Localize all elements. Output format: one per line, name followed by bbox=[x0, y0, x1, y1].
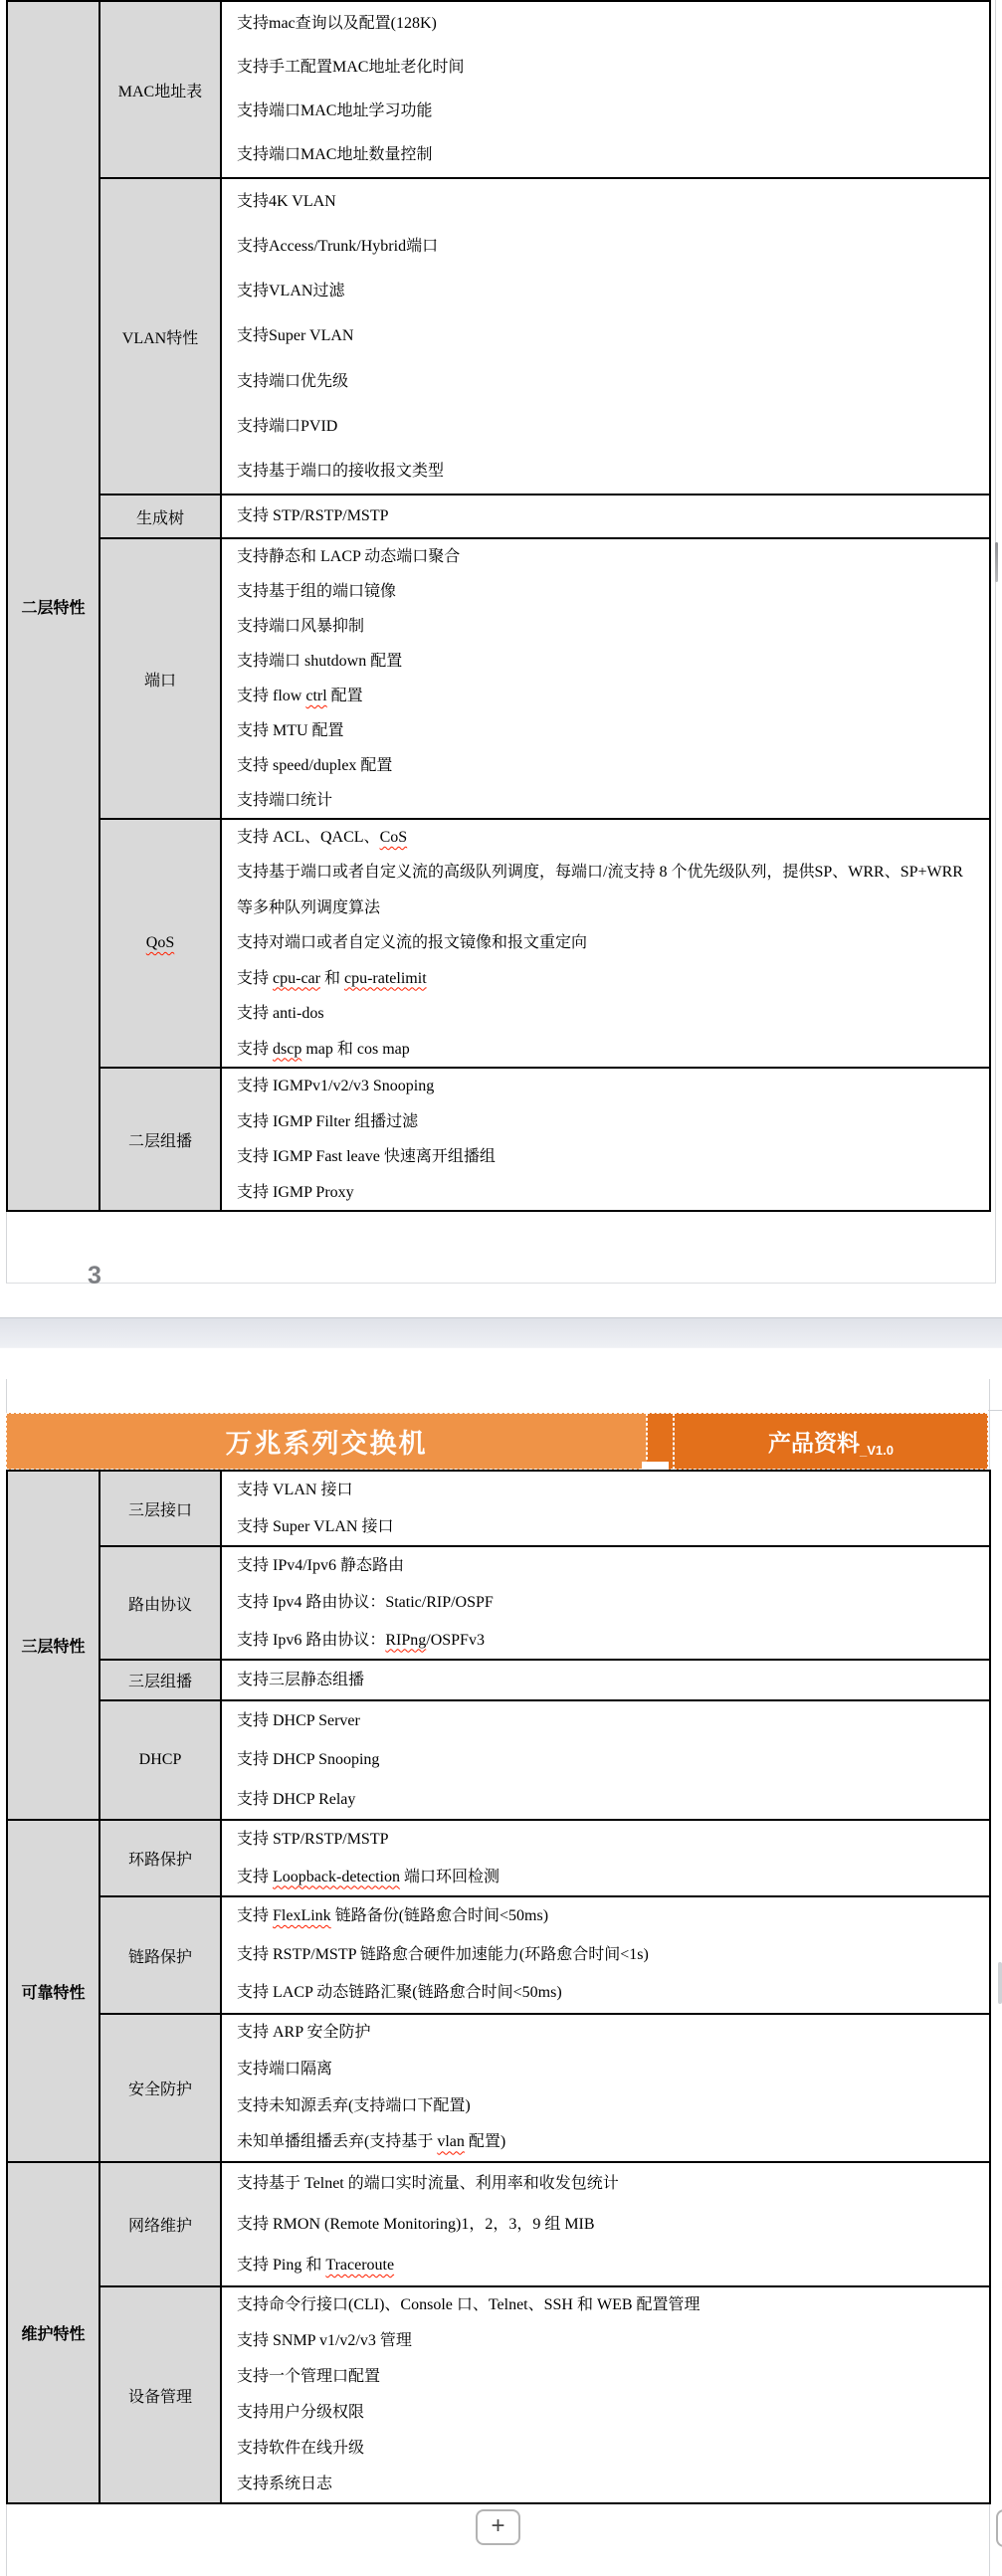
feature-item bbox=[237, 783, 977, 818]
text-segment: 支持端口隔离 bbox=[237, 2060, 333, 2078]
feature-item bbox=[237, 2431, 977, 2467]
feature-item bbox=[237, 1139, 977, 1175]
text-segment: 支持 DHCP Snooping bbox=[237, 1751, 380, 1769]
text-segment: 配置) bbox=[464, 2133, 506, 2151]
text-segment: 支持一个管理口配置 bbox=[237, 2368, 381, 2385]
text-segment: 支持端口 shutdown 配置 bbox=[237, 653, 403, 670]
text-segment: 支持 bbox=[237, 1040, 274, 1058]
text-segment: 链路保护 bbox=[127, 1948, 192, 1966]
feature-item bbox=[237, 748, 977, 783]
text-segment: 支持 bbox=[237, 969, 274, 987]
text-segment: 支持手工配置MAC地址老化时间 bbox=[237, 59, 465, 76]
feature-content-cell bbox=[221, 1, 990, 178]
feature-item bbox=[237, 359, 977, 404]
spellcheck-flagged-word: RIPng bbox=[385, 1631, 427, 1649]
layer2-spec-table bbox=[6, 0, 991, 1212]
banner-doc-type bbox=[674, 1413, 988, 1470]
text-segment: 支持 bbox=[237, 1868, 274, 1885]
feature-content-cell bbox=[221, 538, 990, 819]
feature-item bbox=[237, 820, 977, 855]
text-segment: /OSPFv3 bbox=[426, 1631, 485, 1649]
text-segment: 支持 IGMP Proxy bbox=[237, 1183, 354, 1201]
feature-item bbox=[237, 404, 977, 449]
feature-label-cell bbox=[100, 1896, 221, 2014]
feature-content-cell bbox=[221, 178, 990, 495]
text-segment: MAC地址表 bbox=[117, 83, 203, 100]
table-row bbox=[7, 1, 990, 178]
feature-content-cell bbox=[221, 2162, 990, 2286]
text-segment: 支持端口风暴抑制 bbox=[237, 618, 365, 635]
text-segment: 支持 MTU 配置 bbox=[237, 722, 344, 739]
feature-label-cell bbox=[100, 178, 221, 495]
table-row bbox=[7, 819, 990, 1068]
text-segment: 支持软件在线升级 bbox=[237, 2440, 365, 2457]
feature-item bbox=[237, 539, 977, 574]
feature-item bbox=[237, 996, 977, 1031]
text-segment: 路由协议 bbox=[127, 1596, 192, 1614]
spellcheck-flagged-word: QoS bbox=[145, 934, 175, 951]
category-cell bbox=[7, 1, 100, 1211]
feature-item bbox=[237, 574, 977, 609]
spellcheck-flagged-word: ctrl bbox=[305, 688, 327, 704]
feature-item bbox=[237, 1104, 977, 1140]
text-segment: 支持VLAN过滤 bbox=[237, 283, 345, 300]
feature-item bbox=[237, 1859, 977, 1896]
page-number: 3 bbox=[88, 1262, 101, 1289]
text-segment: DHCP bbox=[138, 1751, 182, 1768]
feature-label-cell bbox=[100, 2286, 221, 2503]
feature-item bbox=[237, 2359, 977, 2395]
text-segment: 支持 anti-dos bbox=[237, 1005, 324, 1023]
feature-item bbox=[237, 2088, 977, 2125]
feature-content-cell bbox=[221, 1820, 990, 1896]
text-segment: 支持端口PVID bbox=[237, 417, 338, 435]
category-label: 三层特性 bbox=[21, 1639, 86, 1656]
add-page-button[interactable]: + bbox=[476, 2509, 520, 2545]
feature-label-cell bbox=[100, 1700, 221, 1820]
feature-label-cell bbox=[100, 819, 221, 1068]
feature-label-cell bbox=[100, 1546, 221, 1660]
feature-label-cell bbox=[100, 1471, 221, 1546]
text-segment: 支持 Ping 和 bbox=[237, 2257, 326, 2274]
text-segment: 链路备份(链路愈合时间<50ms) bbox=[330, 1907, 549, 1925]
feature-label-cell bbox=[100, 2014, 221, 2162]
feature-label-cell bbox=[100, 1820, 221, 1896]
text-segment: 未知单播组播丢弃(支持基于 bbox=[237, 2133, 438, 2151]
feature-item bbox=[237, 495, 977, 537]
feature-item bbox=[237, 2287, 977, 2323]
text-segment: 支持端口统计 bbox=[237, 792, 333, 809]
text-segment: 支持 VLAN 接口 bbox=[237, 1482, 353, 1498]
category-cell bbox=[7, 1471, 100, 1820]
feature-content-cell bbox=[221, 1660, 990, 1700]
text-segment: 支持基于组的端口镜像 bbox=[237, 583, 397, 600]
text-segment: 支持 RMON (Remote Monitoring)1，2，3，9 组 MIB bbox=[237, 2216, 595, 2233]
feature-item bbox=[237, 2015, 977, 2052]
feature-label-cell bbox=[100, 1, 221, 178]
feature-item bbox=[237, 925, 977, 960]
text-segment: 支持端口MAC地址数量控制 bbox=[237, 146, 433, 163]
text-segment: 支持 bbox=[237, 1907, 274, 1925]
text-segment: 支持命令行接口(CLI)、Console 口、Telnet、SSH 和 WEB 配置管理 bbox=[237, 2296, 701, 2313]
text-segment: VLAN特性 bbox=[121, 329, 199, 347]
feature-item bbox=[237, 1974, 977, 2013]
feature-item bbox=[237, 313, 977, 358]
feature-content-cell bbox=[221, 1471, 990, 1546]
feature-item bbox=[237, 1701, 977, 1740]
banner-product-title: 万兆系列交换机 bbox=[6, 1413, 647, 1470]
text-segment: 支持 IGMP Filter 组播过滤 bbox=[237, 1112, 419, 1130]
text-segment: 支持 DHCP Server bbox=[237, 1712, 360, 1729]
banner-doc-type-label: 产品资料 bbox=[768, 1430, 860, 1456]
feature-item bbox=[237, 1780, 977, 1819]
feature-item bbox=[237, 269, 977, 313]
table-row bbox=[7, 2014, 990, 2162]
spellcheck-flagged-word: Loopback-detection bbox=[273, 1868, 400, 1885]
text-segment: 支持 IPv4/Ipv6 静态路由 bbox=[237, 1557, 405, 1574]
feature-item bbox=[237, 1032, 977, 1067]
layer3-spec-table bbox=[6, 1470, 991, 2504]
text-segment: 支持 DHCP Relay bbox=[237, 1790, 356, 1808]
table-row bbox=[7, 1471, 990, 1546]
feature-item bbox=[237, 1472, 977, 1508]
text-segment: 支持静态和 LACP 动态端口聚合 bbox=[237, 548, 461, 565]
text-segment: 支持用户分级权限 bbox=[237, 2404, 365, 2421]
text-segment: 支持 Super VLAN 接口 bbox=[237, 1518, 394, 1535]
feature-item bbox=[237, 1936, 977, 1975]
text-segment: 支持 STP/RSTP/MSTP bbox=[237, 1831, 389, 1848]
text-segment: 支持 ACL、QACL、 bbox=[237, 829, 380, 847]
table-row bbox=[7, 2162, 990, 2286]
table-row bbox=[7, 178, 990, 495]
spellcheck-flagged-word: Traceroute bbox=[325, 2257, 395, 2274]
text-segment: 支持 speed/duplex 配置 bbox=[237, 757, 393, 774]
feature-item bbox=[237, 644, 977, 679]
page-separator bbox=[0, 1317, 1002, 1348]
table-row bbox=[7, 2286, 990, 2503]
text-segment: 端口 bbox=[143, 672, 176, 690]
table-row bbox=[7, 1660, 990, 1700]
feature-item bbox=[237, 1622, 977, 1659]
spellcheck-flagged-word: cpu-car bbox=[273, 969, 320, 987]
text-segment: 二层组播 bbox=[127, 1132, 192, 1150]
spellcheck-flagged-word: CoS bbox=[379, 829, 408, 847]
feature-item bbox=[237, 961, 977, 996]
text-segment: 支持Super VLAN bbox=[237, 327, 354, 345]
feature-content-cell bbox=[221, 1896, 990, 2014]
edge-button-fragment[interactable] bbox=[996, 2509, 1002, 2547]
scrollbar-thumb-fragment[interactable] bbox=[998, 1962, 1002, 2004]
table-row bbox=[7, 1068, 990, 1211]
category-cell bbox=[7, 2162, 100, 2503]
banner-version-label: _V1.0 bbox=[860, 1443, 894, 1458]
feature-item bbox=[237, 679, 977, 713]
feature-label-cell bbox=[100, 495, 221, 538]
text-segment: 设备管理 bbox=[127, 2388, 192, 2406]
text-segment: 端口环回检测 bbox=[399, 1868, 500, 1885]
text-segment: 支持 Ipv6 路由协议： bbox=[237, 1631, 386, 1649]
feature-item bbox=[237, 1821, 977, 1859]
feature-label-cell bbox=[100, 538, 221, 819]
text-segment: 支持基于端口或者自定义流的高级队列调度，每端口/流支持 8 个优先级队列，提供SP、WRR、SP+WRR 等多种队列调度算法 bbox=[237, 864, 963, 916]
category-label: 二层特性 bbox=[21, 599, 86, 617]
text-segment: 支持 STP/RSTP/MSTP bbox=[237, 507, 389, 524]
feature-item bbox=[237, 2245, 977, 2285]
text-segment: 支持系统日志 bbox=[237, 2476, 333, 2492]
category-label: 维护特性 bbox=[21, 2326, 86, 2343]
text-segment: 和 bbox=[319, 969, 344, 987]
feature-label-cell bbox=[100, 2162, 221, 2286]
feature-item bbox=[237, 1175, 977, 1211]
feature-item bbox=[237, 609, 977, 644]
text-segment: 支持 flow bbox=[237, 688, 306, 704]
table-row bbox=[7, 1896, 990, 2014]
text-segment: 环路保护 bbox=[127, 1852, 192, 1869]
feature-item bbox=[237, 1508, 977, 1545]
table-row bbox=[7, 538, 990, 819]
feature-content-cell bbox=[221, 1700, 990, 1820]
feature-item bbox=[237, 179, 977, 224]
text-segment: 支持 LACP 动态链路汇聚(链路愈合时间<50ms) bbox=[237, 1984, 562, 2002]
feature-item bbox=[237, 1897, 977, 1936]
table-row bbox=[7, 1700, 990, 1820]
page-2-top-edge-mark bbox=[988, 1410, 1002, 1411]
text-segment: 支持端口优先级 bbox=[237, 372, 349, 390]
feature-item bbox=[237, 1740, 977, 1779]
text-segment: 配置 bbox=[326, 688, 363, 704]
text-segment: 支持 Ipv4 路由协议：Static/RIP/OSPF bbox=[237, 1594, 494, 1612]
spellcheck-flagged-word: cpu-ratelimit bbox=[344, 969, 427, 987]
feature-content-cell bbox=[221, 1546, 990, 1660]
feature-label-cell bbox=[100, 1660, 221, 1700]
spellcheck-flagged-word: FlexLink bbox=[273, 1907, 331, 1925]
feature-item bbox=[237, 1069, 977, 1104]
text-segment: 支持 IGMP Fast leave 快速离开组播组 bbox=[237, 1148, 496, 1165]
feature-item bbox=[237, 2323, 977, 2359]
feature-content-cell bbox=[221, 1068, 990, 1211]
text-segment: 支持 ARP 安全防护 bbox=[237, 2024, 371, 2041]
feature-item bbox=[237, 1584, 977, 1621]
feature-item bbox=[237, 1661, 977, 1699]
spellcheck-flagged-word: dscp bbox=[273, 1040, 302, 1058]
feature-item bbox=[237, 2204, 977, 2245]
table-row bbox=[7, 1546, 990, 1660]
feature-item bbox=[237, 2052, 977, 2088]
feature-content-cell bbox=[221, 2286, 990, 2503]
feature-label-cell bbox=[100, 1068, 221, 1211]
feature-item bbox=[237, 2, 977, 46]
feature-item bbox=[237, 2163, 977, 2204]
feature-item bbox=[237, 224, 977, 269]
text-segment: 支持基于 Telnet 的端口实时流量、利用率和收发包统计 bbox=[237, 2175, 619, 2192]
scrollbar-thumb-fragment[interactable] bbox=[995, 542, 998, 582]
text-segment: 支持 SNMP v1/v2/v3 管理 bbox=[237, 2332, 412, 2349]
feature-item bbox=[237, 1547, 977, 1584]
text-segment: 支持Access/Trunk/Hybrid端口 bbox=[237, 238, 439, 256]
feature-item bbox=[237, 46, 977, 90]
feature-item bbox=[237, 90, 977, 133]
table-row bbox=[7, 495, 990, 538]
text-segment: map 和 cos map bbox=[301, 1040, 410, 1058]
feature-item bbox=[237, 855, 977, 925]
text-segment: 三层组播 bbox=[127, 1674, 192, 1690]
feature-item bbox=[237, 2467, 977, 2502]
text-segment: 支持未知源丢弃(支持端口下配置) bbox=[237, 2096, 471, 2114]
text-segment: 支持4K VLAN bbox=[237, 193, 336, 210]
feature-item bbox=[237, 133, 977, 177]
feature-content-cell bbox=[221, 2014, 990, 2162]
text-segment: 网络维护 bbox=[127, 2218, 192, 2235]
feature-content-cell bbox=[221, 495, 990, 538]
feature-content-cell bbox=[221, 819, 990, 1068]
feature-item bbox=[237, 713, 977, 748]
category-cell bbox=[7, 1820, 100, 2162]
document-header-banner bbox=[6, 1413, 988, 1470]
text-segment: 支持 IGMPv1/v2/v3 Snooping bbox=[237, 1078, 435, 1094]
category-label: 可靠特性 bbox=[21, 1984, 86, 2002]
spellcheck-flagged-word: vlan bbox=[437, 2133, 465, 2151]
feature-item bbox=[237, 449, 977, 494]
feature-item bbox=[237, 2124, 977, 2161]
text-segment: 支持mac查询以及配置(128K) bbox=[237, 15, 437, 32]
table-row bbox=[7, 1820, 990, 1896]
text-segment: 生成树 bbox=[135, 509, 184, 527]
text-segment: 支持 RSTP/MSTP 链路愈合硬件加速能力(环路愈合时间<1s) bbox=[237, 1945, 649, 1963]
text-segment: 支持对端口或者自定义流的报文镜像和报文重定向 bbox=[237, 934, 588, 952]
text-segment: 三层接口 bbox=[127, 1501, 192, 1519]
text-segment: 支持基于端口的接收报文类型 bbox=[237, 462, 445, 480]
text-segment: 支持三层静态组播 bbox=[237, 1672, 365, 1688]
text-segment: 安全防护 bbox=[127, 2081, 192, 2098]
text-segment: 支持端口MAC地址学习功能 bbox=[237, 102, 433, 119]
feature-item bbox=[237, 2395, 977, 2431]
